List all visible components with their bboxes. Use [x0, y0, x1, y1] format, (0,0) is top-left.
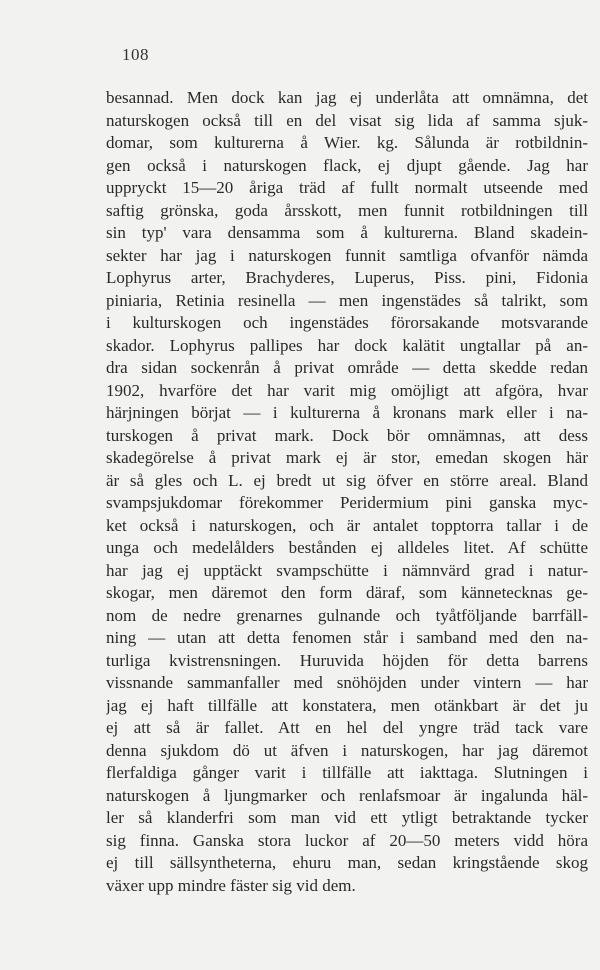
text-line: sig finna. Ganska stora luckor af 20—50 meters vidd höra	[106, 830, 588, 850]
text-line: sin typ' vara densamma som å kulturerna. Bland skadein-	[106, 223, 588, 242]
text-line: turskogen å privat mark. Dock bör omnämnas, att dess	[106, 425, 588, 445]
text-line: skadegörelse å privat mark ej är stor, emedan skogen här	[106, 448, 588, 467]
text-line: har jag ej upptäckt svampschütte i nämnvärd grad i natur-	[106, 560, 588, 580]
text-line: besannad. Men dock kan jag ej underlåta att omnämna, det	[106, 88, 588, 107]
text-line: härjningen börjat — i kulturerna å kronans mark eller i na-	[106, 403, 588, 422]
text-line: 1902, hvarföre det har varit mig omöjligt att afgöra, hvar	[106, 380, 588, 400]
text-line: Lophyrus arter, Brachyderes, Luperus, Piss. pini, Fidonia	[106, 268, 588, 287]
text-line: i kulturskogen och ingenstädes förorsakande motsvarande	[106, 313, 588, 332]
text-line: nom de nedre grenarnes gulnande och tyåtföljande barrfäll-	[106, 605, 588, 625]
text-line: är så gles och L. ej bredt ut sig öfver en större areal. Bland	[106, 470, 588, 490]
text-line: ej till sällsyntheterna, ehuru man, sedan kringstående skog	[106, 853, 588, 872]
text-line: jag ej haft tillfälle att konstatera, men otänkbart är det ju	[106, 695, 588, 715]
text-line: ket också i naturskogen, och är antalet topptorra tallar i de	[106, 515, 588, 535]
body-text	[106, 87, 588, 897]
text-line: skador. Lophyrus pallipes har dock kalätit ungtallar på an-	[106, 335, 588, 355]
text-line: saftig grönska, goda årsskott, men funnit rotbildningen till	[106, 200, 588, 220]
text-line: uppryckt 15—20 åriga träd af fullt normalt utseende med	[106, 178, 588, 197]
text-line: domar, som kulturerna å Wier. kg. Sålunda är rotbildnin-	[106, 133, 588, 152]
text-line: skogar, men däremot den form däraf, som kännetecknas ge-	[106, 583, 588, 602]
text-line: svampsjukdomar förekommer Peridermium pini ganska myc-	[106, 493, 588, 512]
text-line: turliga kvistrensningen. Huruvida höjden för detta barrens	[106, 650, 588, 670]
text-line: vissnande sammanfaller med snöhöjden under vintern — har	[106, 673, 588, 692]
text-line: naturskogen å ljungmarker och renlafsmoar är ingalunda häl-	[106, 785, 588, 805]
text-line: dra sidan sockenrån å privat område — detta skedde redan	[106, 358, 588, 377]
text-line: ning — utan att detta fenomen står i samband med den na-	[106, 628, 588, 647]
text-line: piniaria, Retinia resinella — men ingenstädes så talrikt, som	[106, 290, 588, 310]
text-line: denna sjukdom dö ut äfven i naturskogen, har jag däremot	[106, 740, 588, 760]
text-line: unga och medelålders bestånden ej alldeles litet. Af schütte	[106, 538, 588, 557]
page-number: 108	[122, 45, 149, 64]
text-line: gen också i naturskogen flack, ej djupt gående. Jag har	[106, 155, 588, 175]
text-line: växer upp mindre fäster sig vid dem.	[106, 875, 356, 895]
text-line: ler så klanderfri som man vid ett ytligt betraktande tycker	[106, 808, 588, 827]
text-line: ej att så är fallet. Att en hel del yngre träd tack vare	[106, 718, 588, 737]
text-line: sekter har jag i naturskogen funnit samtliga ofvanför nämda	[106, 245, 588, 265]
text-line: naturskogen också till en del visat sig lida af samma sjuk-	[106, 110, 588, 130]
text-line: flerfaldiga gånger varit i tillfälle att iakttaga. Slutningen i	[106, 763, 588, 782]
